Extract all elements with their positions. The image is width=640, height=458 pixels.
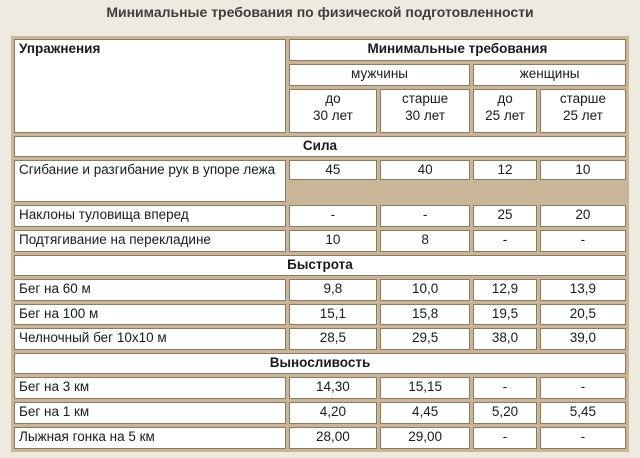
table-row	[14, 205, 626, 227]
table-row	[14, 377, 626, 399]
col-header-men: мужчины	[289, 64, 470, 86]
col-header-requirements: Минимальные требования	[289, 39, 626, 61]
table-row	[14, 304, 626, 326]
row-label-pullups: Подтягивание на перекладине	[14, 230, 286, 252]
section-row	[14, 136, 626, 157]
cell-value: 10	[289, 230, 377, 252]
requirements-table	[11, 36, 629, 452]
cell-value: 10,0	[380, 279, 470, 301]
table-row	[14, 160, 626, 181]
table-row	[14, 402, 626, 424]
row-label-shuttle-run: Челночный бег 10х10 м	[14, 328, 286, 350]
cell-value: 10	[540, 160, 626, 181]
section-endurance: Выносливость	[14, 353, 626, 374]
col-header-women-over-25: старше 25 лет	[540, 89, 626, 133]
col-header-men-over-30: старше 30 лет	[380, 89, 470, 133]
cell-value: 12	[473, 160, 537, 181]
cell-value: 25	[473, 205, 537, 227]
table-row	[14, 230, 626, 252]
cell-value: 45	[289, 160, 377, 181]
cell-value: 8	[380, 230, 470, 252]
cell-value: 5,20	[473, 402, 537, 424]
col-header-women: женщины	[473, 64, 626, 86]
table-row	[14, 427, 626, 449]
cell-value: 4,20	[289, 402, 377, 424]
cell-value: 5,45	[540, 402, 626, 424]
row-label-bends: Наклоны туловища вперед	[14, 205, 286, 227]
cell-value: 9,8	[289, 279, 377, 301]
cell-value: 20,5	[540, 304, 626, 326]
cell-value: 13,9	[540, 279, 626, 301]
row-label-pushups: Сгибание и разгибание рук в упоре лежа	[14, 160, 286, 202]
page-title: Минимальные требования по физической подготовленности	[106, 4, 534, 20]
cell-value: -	[380, 205, 470, 227]
cell-value: 15,8	[380, 304, 470, 326]
cell-value: 14,30	[289, 377, 377, 399]
header-row-1	[14, 39, 626, 61]
row-label-ski-5km: Лыжная гонка на 5 км	[14, 427, 286, 449]
row-label-run-60m: Бег на 60 м	[14, 279, 286, 301]
cell-value: -	[473, 427, 537, 449]
col-header-exercises: Упражнения	[14, 39, 286, 133]
cell-value: -	[473, 377, 537, 399]
cell-value: -	[289, 205, 377, 227]
cell-value: 20	[540, 205, 626, 227]
section-strength: Сила	[14, 136, 626, 157]
cell-value: -	[540, 377, 626, 399]
cell-value: 29,5	[380, 328, 470, 350]
cell-shade	[380, 183, 470, 202]
cell-value: 12,9	[473, 279, 537, 301]
cell-shade	[473, 183, 537, 202]
cell-value: 15,1	[289, 304, 377, 326]
col-header-men-under-30: до 30 лет	[289, 89, 377, 133]
cell-value: 29,00	[380, 427, 470, 449]
row-label-run-1km: Бег на 1 км	[14, 402, 286, 424]
table-row	[14, 328, 626, 350]
table-row	[14, 279, 626, 301]
row-label-run-3km: Бег на 3 км	[14, 377, 286, 399]
cell-value: 19,5	[473, 304, 537, 326]
cell-shade	[540, 183, 626, 202]
cell-value: -	[540, 427, 626, 449]
section-row	[14, 353, 626, 374]
cell-shade	[289, 183, 377, 202]
cell-value: 39,0	[540, 328, 626, 350]
section-speed: Быстрота	[14, 255, 626, 276]
row-label-run-100m: Бег на 100 м	[14, 304, 286, 326]
cell-value: 38,0	[473, 328, 537, 350]
cell-value: 40	[380, 160, 470, 181]
cell-value: -	[540, 230, 626, 252]
cell-value: 28,00	[289, 427, 377, 449]
cell-value: 28,5	[289, 328, 377, 350]
cell-value: 15,15	[380, 377, 470, 399]
cell-value: 4,45	[380, 402, 470, 424]
col-header-women-under-25: до 25 лет	[473, 89, 537, 133]
cell-value: -	[473, 230, 537, 252]
section-row	[14, 255, 626, 276]
